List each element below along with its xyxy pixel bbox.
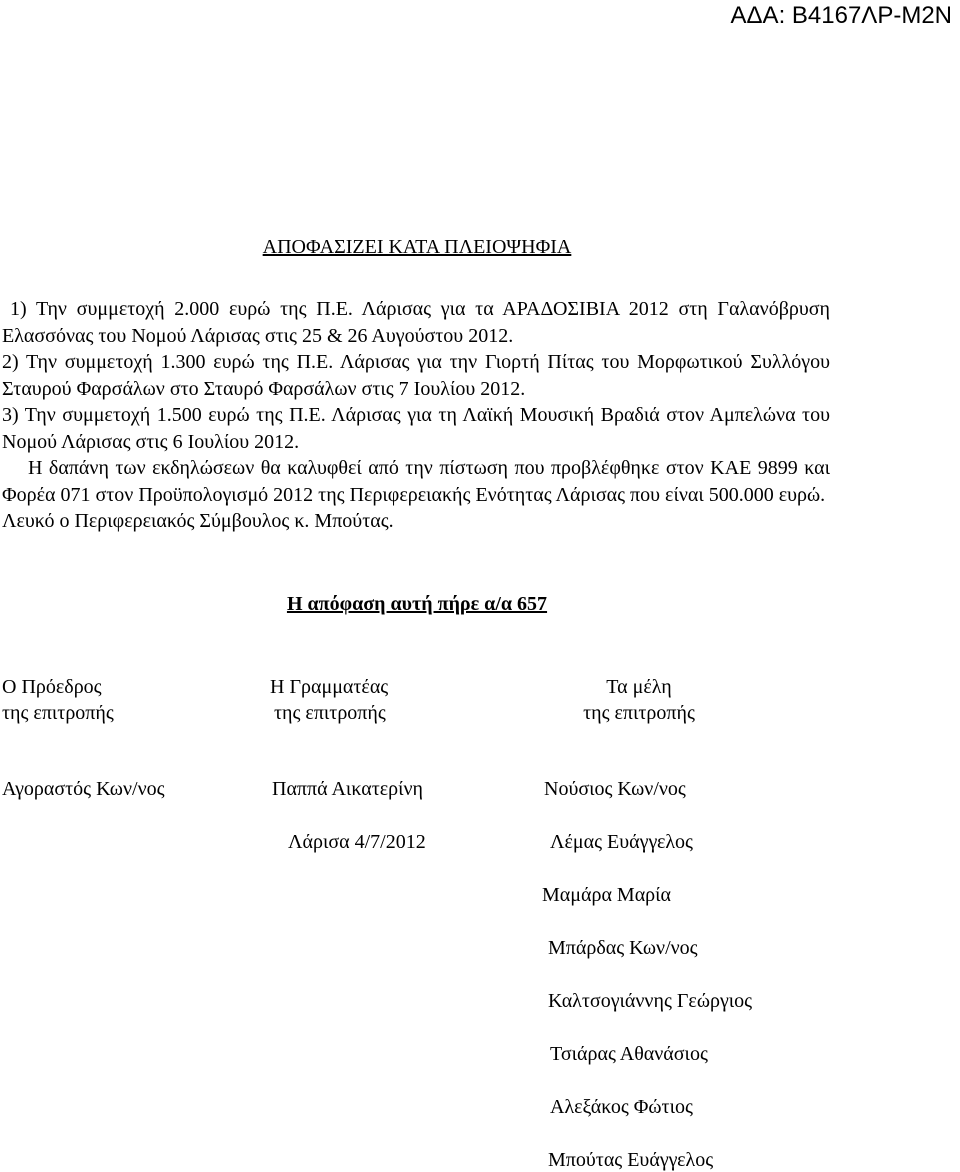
member-name: Μπούτας Ευάγγελος	[548, 1149, 714, 1171]
president-title	[2, 674, 114, 726]
secretary-name: Παππά Αικατερίνη	[272, 778, 423, 800]
president-title-line2: της επιτροπής	[2, 702, 114, 724]
member-name: Μπάρδας Κων/νος	[548, 937, 698, 959]
decision-number: Η απόφαση αυτή πήρε α/α 657	[286, 593, 548, 615]
item-1: 1) Την συμμετοχή 2.000 ευρώ της Π.Ε. Λάρισας για τα ΑΡΑΔΟΣΙΒΙΑ 2012 στη Γαλανόβρυση Ελασσόνας του Νομού Λάρισας στις 25 & 26 Αυγούστου 2012.	[2, 298, 830, 347]
member-name: Καλτσογιάννης Γεώργιος	[548, 990, 753, 1012]
decision-heading: ΑΠΟΦΑΣΙΖΕΙ ΚΑΤΑ ΠΛΕΙΟΨΗΦΙΑ	[262, 236, 572, 258]
members-title	[574, 674, 704, 726]
member-name: Τσιάρας Αθανάσιος	[550, 1043, 708, 1065]
member-name: Νούσιος Κων/νος	[544, 778, 686, 800]
member-name: Αλεξάκος Φώτιος	[550, 1096, 693, 1118]
member-name: Μαμάρα Μαρία	[542, 884, 672, 906]
president-title-line1: Ο Πρόεδρος	[2, 676, 102, 698]
president-name: Αγοραστός Κων/νος	[2, 778, 165, 800]
secretary-title-line2: της επιτροπής	[274, 702, 386, 724]
item-3: 3) Την συμμετοχή 1.500 ευρώ της Π.Ε. Λάρισας για τη Λαϊκή Μουσική Βραδιά στον Αμπελώνα του Νομού Λάρισας στις 6 Ιουλίου 2012.	[2, 404, 830, 453]
place-date: Λάρισα 4/7/2012	[288, 831, 426, 853]
item-2: 2) Την συμμετοχή 1.300 ευρώ της Π.Ε. Λάρισας για την Γιορτή Πίτας του Μορφωτικού Συλλόγου Σταυρού Φαρσάλων στο Σταυρό Φαρσάλων στις 7 Ιουλίου 2012.	[2, 351, 830, 400]
secretary-title-line1: Η Γραμματέας	[270, 676, 389, 698]
ada-code: ΑΔΑ: Β4167ΛΡ-Μ2Ν	[730, 2, 952, 29]
members-title-line2: της επιτροπής	[583, 702, 695, 724]
expense-paragraph: Η δαπάνη των εκδηλώσεων θα καλυφθεί από την πίστωση που προβλέφθηκε στον ΚΑΕ 9899 και Φορέα 071 στον Προϋπολογισμό 2012 της Περιφερειακής Ενότητας Λάρισας που είναι 500.000 ευρώ.	[2, 457, 830, 506]
decision-body	[2, 296, 830, 535]
secretary-title	[270, 674, 388, 726]
member-name: Λέμας Ευάγγελος	[550, 831, 693, 853]
members-title-line1: Τα μέλη	[606, 676, 672, 698]
blank-vote-line: Λευκό ο Περιφερειακός Σύμβουλος κ. Μπούτας.	[2, 510, 394, 532]
